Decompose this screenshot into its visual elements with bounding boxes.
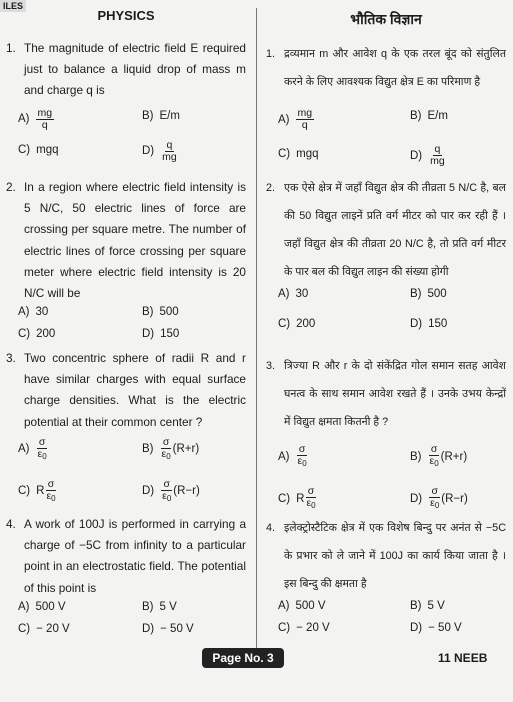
option-a[interactable]: A) 30 bbox=[18, 306, 49, 319]
option-c[interactable]: C) R $\frac{\sigma}{\varepsilon_0}$ bbox=[278, 485, 316, 510]
option-b[interactable]: B) E/m bbox=[142, 109, 180, 122]
option-b[interactable]: B) 5 V bbox=[410, 600, 445, 612]
option-d[interactable]: D) $\frac{q}{mg}$ bbox=[410, 143, 445, 167]
booklet-code: 11 NEEB bbox=[438, 651, 488, 665]
question-4: 4. इलेक्ट्रोस्टैटिक क्षेत्र में एक विशेष बिन्दु पर अनंत से −5C के प्रभार को ले जाने में 100J का कार्य किया जाता है । इस बिन्दु की क्षमता है A) 500 V B) 5 V C) − 20 V D) − 50 V bbox=[266, 522, 506, 634]
subject-header: PHYSICS bbox=[97, 8, 155, 23]
option-d[interactable]: D) $\frac{\sigma}{\varepsilon_0}$ (R−r) bbox=[142, 477, 200, 503]
option-c[interactable]: C) − 20 V bbox=[278, 622, 330, 634]
option-d[interactable]: D) $\frac{\sigma}{\varepsilon_0}$ (R−r) bbox=[410, 485, 468, 510]
option-d[interactable]: D) 150 bbox=[142, 328, 180, 341]
question-3: 3. Two concentric sphere of radii R and r have similar charges with equal surface charge densities. What is the electric potential at their common center ? A) $\frac{\sigma}{\varepsilon_0}$ B) $\frac{\sigma}{\varepsilon_0}$ (R+r) C) R $\frac{\sigma}{\varepsilon_0}$ D) $\frac{\sigma}{\varepsilon_0}$ (R−r) bbox=[6, 351, 246, 503]
option-c[interactable]: C) mgq bbox=[278, 148, 319, 160]
option-c[interactable]: C) − 20 V bbox=[18, 622, 70, 635]
option-c[interactable]: C) 200 bbox=[278, 318, 316, 330]
corner-tag: ILES bbox=[0, 0, 26, 12]
option-d[interactable]: D) − 50 V bbox=[410, 622, 462, 634]
option-a[interactable]: A) 30 bbox=[278, 288, 309, 300]
option-a[interactable]: A) $\frac{mg}{q}$ bbox=[278, 107, 313, 131]
option-a[interactable]: A) $\frac{\sigma}{\varepsilon_0}$ bbox=[18, 435, 47, 461]
question-3: 3. त्रिज्या R और r के दो संकेंद्रित गोल समान सतह आवेश घनत्व के साथ समान आवेश रखते हैं । उनके उभय केन्द्रों में विद्युत क्षमता कितनी है ? A) $\frac{\sigma}{\varepsilon_0}$ B) $\frac{\sigma}{\varepsilon_0}$ (R+r) C) R $\frac{\sigma}{\varepsilon_0}$ D) $\frac{\sigma}{\varepsilon_0}$ (R−r) bbox=[266, 360, 506, 510]
question-2: 2. एक ऐसे क्षेत्र में जहाँ विद्युत क्षेत्र की तीव्रता 5 N/C है, बल की 50 विद्युत लाइनें प्रति वर्ग मीटर को पार कर रही हैं । जहाँ विद्युत क्षेत्र की तीव्रता 20 N/C है, तो प्रति वर्ग मीटर के पार बल की विद्युत लाइन की संख्या होगी A) 30 B) 500 C) 200 D) 150 bbox=[266, 182, 506, 330]
option-b[interactable]: B) $\frac{\sigma}{\varepsilon_0}$ (R+r) bbox=[142, 435, 200, 461]
option-d[interactable]: D) 150 bbox=[410, 318, 448, 330]
option-b[interactable]: B) E/m bbox=[410, 110, 448, 122]
option-a[interactable]: A) 500 V bbox=[278, 600, 326, 612]
english-column bbox=[6, 0, 246, 635]
option-c[interactable]: C) mgq bbox=[18, 143, 59, 156]
option-c[interactable]: C) R $\frac{\sigma}{\varepsilon_0}$ bbox=[18, 477, 56, 503]
page-number-badge: Page No. 3 bbox=[202, 648, 284, 668]
option-c[interactable]: C) 200 bbox=[18, 328, 56, 341]
question-1 bbox=[6, 38, 246, 168]
option-b[interactable]: B) 5 V bbox=[142, 600, 177, 613]
option-b[interactable]: B) $\frac{\sigma}{\varepsilon_0}$ (R+r) bbox=[410, 443, 468, 468]
option-a[interactable]: A) $\frac{mg}{q}$ bbox=[18, 106, 53, 131]
option-d[interactable]: D) $\frac{q}{mg}$ bbox=[142, 138, 177, 163]
option-d[interactable]: D) − 50 V bbox=[142, 622, 194, 635]
question-text: The magnitude of electric field E required just to balance a liquid drop of mass m and charge q is bbox=[24, 41, 246, 98]
question-number: 1. bbox=[6, 41, 16, 55]
column-divider bbox=[256, 8, 257, 648]
option-b[interactable]: B) 500 bbox=[410, 288, 447, 300]
question-2: 2. In a region where electric field intensity is 5 N/C, 50 electric lines of force are crossing per square metre. The number of electric lines of force crossing per square meter where electric field intensity is 20 N/C will be A) 30 B) 500 C) 200 D) 150 bbox=[6, 180, 246, 341]
question-4: 4. A work of 100J is performed in carrying a charge of −5C from infinity to a particular point in an electrostatic field. The potential of this point is A) 500 V B) 5 V C) − 20 V D) − 50 V bbox=[6, 517, 246, 635]
option-a[interactable]: A) 500 V bbox=[18, 600, 66, 613]
subject-header: भौतिक विज्ञान bbox=[350, 11, 422, 27]
hindi-column bbox=[266, 0, 506, 634]
question-1: 1. द्रव्यमान m और आवेश q के एक तरल बूंद को संतुलित करने के लिए आवश्यक विद्युत क्षेत्र E का परिमाण है A) $\frac{mg}{q}$ B) E/m C) mgq D) $\frac{q}{mg}$ bbox=[266, 48, 506, 167]
option-b[interactable]: B) 500 bbox=[142, 306, 179, 319]
option-a[interactable]: A) $\frac{\sigma}{\varepsilon_0}$ bbox=[278, 443, 307, 468]
